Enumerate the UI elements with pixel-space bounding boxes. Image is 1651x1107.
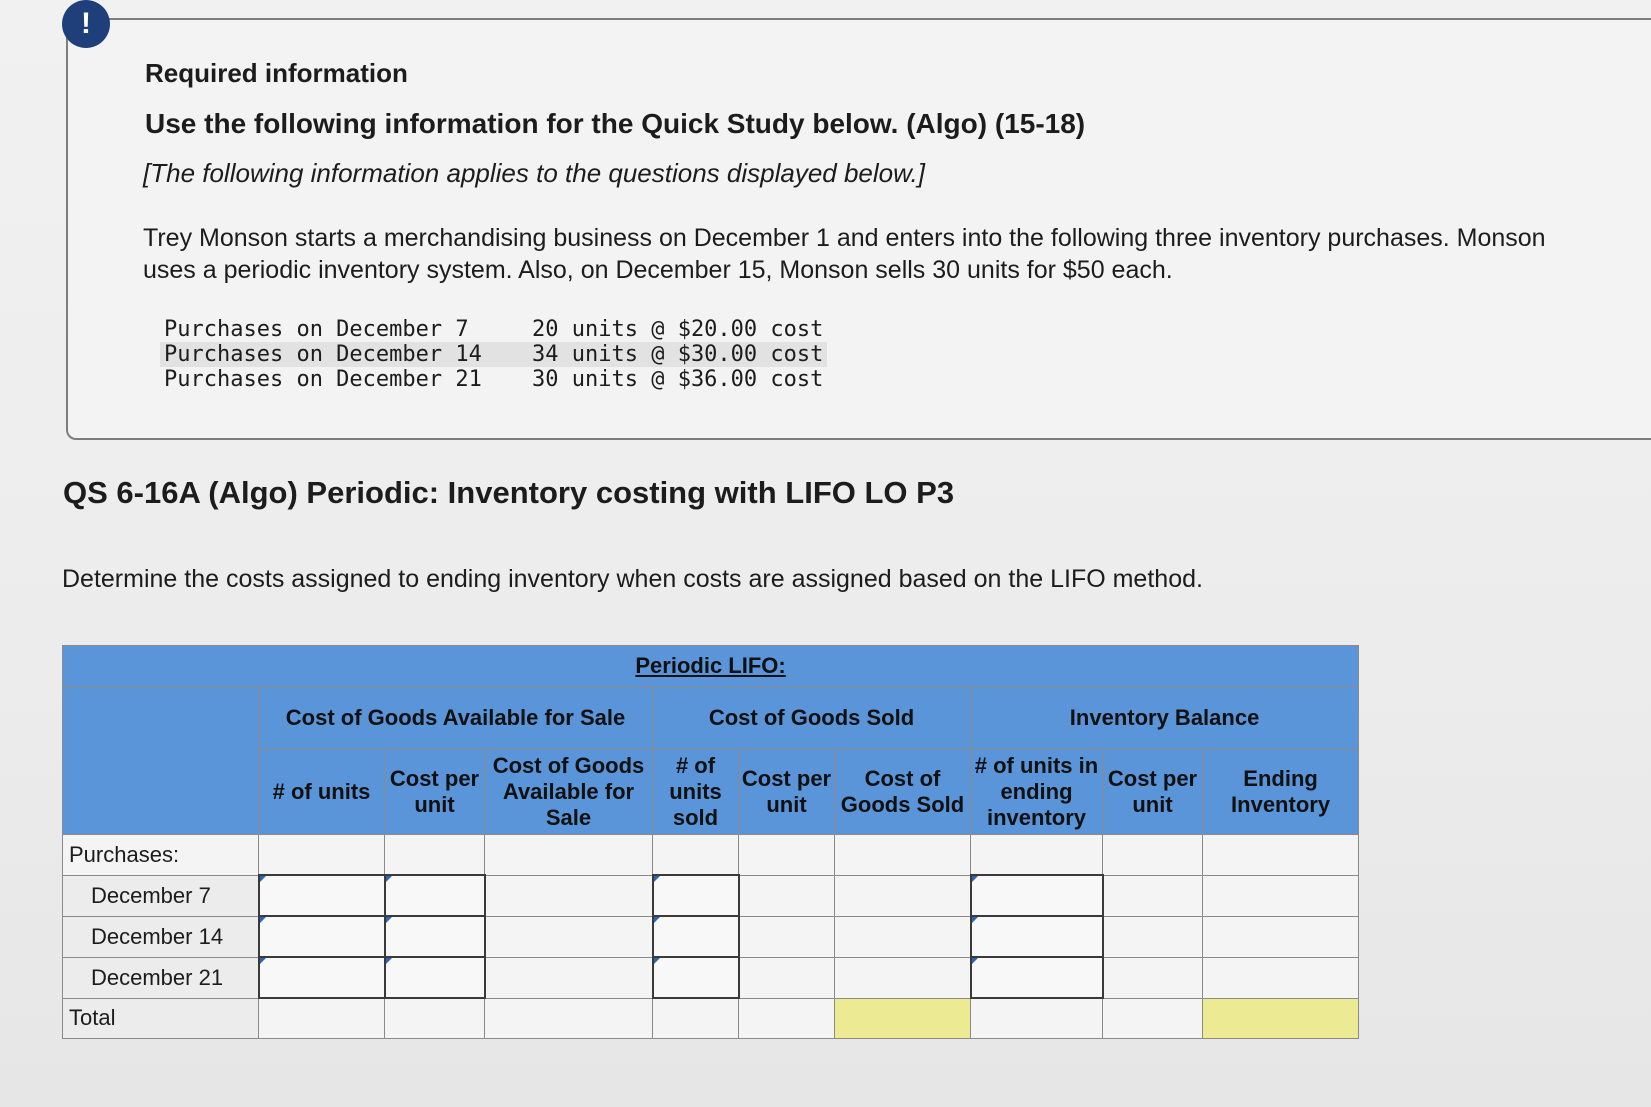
purchase-detail: 30 units @ $36.00 cost bbox=[532, 367, 824, 392]
units-input-dec14[interactable] bbox=[259, 916, 385, 957]
table-row bbox=[63, 875, 1359, 916]
col-cogs: Cost of Goods Sold bbox=[835, 750, 971, 835]
cell bbox=[653, 835, 739, 876]
cell bbox=[1203, 957, 1359, 998]
purchases-list bbox=[160, 317, 827, 392]
cell bbox=[835, 957, 971, 998]
row-label-dec14: December 14 bbox=[63, 916, 259, 957]
cogas-cell-dec14 bbox=[485, 916, 653, 957]
cell bbox=[739, 835, 835, 876]
cell bbox=[385, 835, 485, 876]
cost-per-unit-input-dec21[interactable] bbox=[385, 957, 485, 998]
col-units: # of units bbox=[259, 750, 385, 835]
cell bbox=[259, 835, 385, 876]
units-ending-input-dec21[interactable] bbox=[971, 957, 1103, 998]
units-input-dec7[interactable] bbox=[259, 875, 385, 916]
row-label-dec7: December 7 bbox=[63, 875, 259, 916]
col-cogas: Cost of Goods Available for Sale bbox=[485, 750, 653, 835]
purchase-row bbox=[160, 342, 827, 367]
row-label-dec21: December 21 bbox=[63, 957, 259, 998]
question-title: QS 6-16A (Algo) Periodic: Inventory costing with LIFO LO P3 bbox=[63, 475, 955, 510]
cost-per-unit-input-dec14[interactable] bbox=[385, 916, 485, 957]
cell bbox=[835, 916, 971, 957]
table-row bbox=[63, 998, 1359, 1039]
cell bbox=[385, 998, 485, 1039]
total-ending-inventory-cell bbox=[1203, 998, 1359, 1039]
cell bbox=[1203, 916, 1359, 957]
total-units-cell bbox=[259, 998, 385, 1039]
col-ending-inventory: Ending Inventory bbox=[1203, 750, 1359, 835]
required-information-title: Required information bbox=[145, 58, 408, 88]
purchase-desc: Purchases on December 14 bbox=[160, 342, 528, 367]
quick-study-heading: Use the following information for the Quick Study below. (Algo) (15-18) bbox=[145, 108, 1086, 139]
cell bbox=[1103, 916, 1203, 957]
cell bbox=[739, 875, 835, 916]
total-cogas-cell bbox=[485, 998, 653, 1039]
cell bbox=[485, 835, 653, 876]
cell bbox=[739, 998, 835, 1039]
cell bbox=[835, 875, 971, 916]
scenario-paragraph: Trey Monson starts a merchandising business on December 1 and enters into the following three inventory purchases. Monson uses a periodic inventory system. Also, on December 15, Monson sells 30 units for $50 each. bbox=[143, 224, 1546, 284]
group-header-available: Cost of Goods Available for Sale bbox=[259, 687, 653, 750]
purchase-row bbox=[160, 367, 827, 392]
cell bbox=[1203, 875, 1359, 916]
total-units-ending-cell bbox=[971, 998, 1103, 1039]
col-cost-per-unit: Cost per unit bbox=[385, 750, 485, 835]
cell bbox=[971, 835, 1103, 876]
table-row bbox=[63, 835, 1359, 876]
table-row bbox=[63, 916, 1359, 957]
periodic-lifo-table bbox=[62, 645, 1359, 1039]
cell bbox=[1103, 835, 1203, 876]
total-units-sold-cell bbox=[653, 998, 739, 1039]
col-units-ending: # of units in ending inventory bbox=[971, 750, 1103, 835]
group-header-cogs: Cost of Goods Sold bbox=[653, 687, 971, 750]
question-instruction: Determine the costs assigned to ending inventory when costs are assigned based on the LIFO method. bbox=[62, 565, 1203, 593]
units-input-dec21[interactable] bbox=[259, 957, 385, 998]
cogas-cell-dec7 bbox=[485, 875, 653, 916]
total-cogs-cell bbox=[835, 998, 971, 1039]
cell bbox=[739, 957, 835, 998]
applies-note: [The following information applies to the questions displayed below.] bbox=[143, 158, 925, 188]
col-units-sold: # of units sold bbox=[653, 750, 739, 835]
group-header-inventory: Inventory Balance bbox=[971, 687, 1359, 750]
cell bbox=[1103, 998, 1203, 1039]
cell bbox=[1103, 875, 1203, 916]
row-label-purchases: Purchases: bbox=[63, 835, 259, 876]
purchase-desc: Purchases on December 21 bbox=[164, 367, 482, 392]
units-sold-input-dec21[interactable] bbox=[653, 957, 739, 998]
col-cost-per-unit-ending: Cost per unit bbox=[1103, 750, 1203, 835]
table-row bbox=[63, 957, 1359, 998]
cell bbox=[1103, 957, 1203, 998]
units-sold-input-dec7[interactable] bbox=[653, 875, 739, 916]
purchase-desc: Purchases on December 7 bbox=[164, 317, 469, 342]
cell bbox=[739, 916, 835, 957]
col-cost-per-unit-sold: Cost per unit bbox=[739, 750, 835, 835]
cogas-cell-dec21 bbox=[485, 957, 653, 998]
cell bbox=[1203, 835, 1359, 876]
units-ending-input-dec14[interactable] bbox=[971, 916, 1103, 957]
exclamation-icon: ! bbox=[62, 0, 110, 48]
cell bbox=[835, 835, 971, 876]
table-caption: Periodic LIFO: bbox=[63, 646, 1359, 687]
purchase-detail: 34 units @ $30.00 cost bbox=[528, 342, 827, 367]
units-ending-input-dec7[interactable] bbox=[971, 875, 1103, 916]
row-label-total: Total bbox=[63, 998, 259, 1039]
cost-per-unit-input-dec7[interactable] bbox=[385, 875, 485, 916]
units-sold-input-dec14[interactable] bbox=[653, 916, 739, 957]
row-label-header bbox=[63, 687, 259, 835]
purchase-detail: 20 units @ $20.00 cost bbox=[532, 317, 824, 342]
purchase-row bbox=[160, 317, 827, 342]
